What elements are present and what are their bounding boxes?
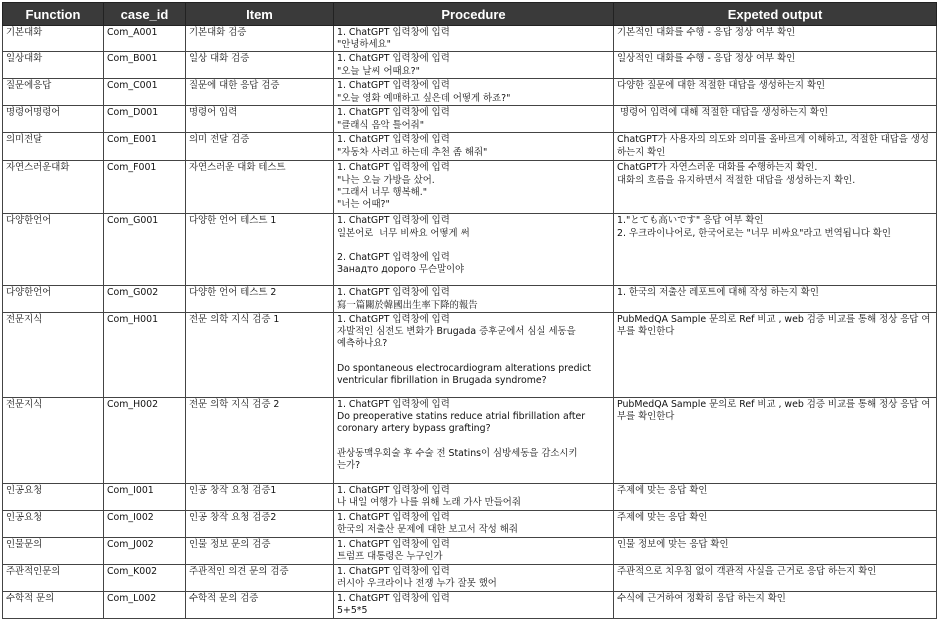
item-cell: 인공 창작 요청 검증2 [186, 510, 334, 537]
function-cell: 전문지식 [3, 397, 104, 483]
expected-output-cell [614, 106, 937, 133]
expected-line: 일상적인 대화를 수행 - 응답 정상 여부 확인 [617, 53, 796, 65]
procedure-cell [334, 564, 614, 591]
expected-output-cell [614, 133, 937, 161]
item-cell: 자연스러운 대화 테스트 [186, 161, 334, 214]
expected-line: PubMedQA Sample 문의로 Ref 비교 , web 검증 비교를 통해 정상 응답 여부를 확인한다 [617, 398, 931, 423]
item-cell: 인공 창작 요청 검증1 [186, 483, 334, 510]
function-cell: 수학적 문의 [3, 591, 104, 618]
expected-line: 2. 우크라이나어로, 한국어로는 "너무 비싸요"라고 번역됩니다 확인 [617, 227, 891, 239]
function-cell: 일상대화 [3, 52, 104, 79]
table-row [3, 214, 937, 286]
item-cell: 질문에 대한 응답 검증 [186, 79, 334, 106]
procedure-line: "오늘 날씨 어때요?" [337, 65, 420, 77]
header-item: Item [186, 3, 334, 26]
table-row [3, 52, 937, 79]
procedure-line: Do preoperative statins reduce atrial fibrillation after [337, 411, 586, 423]
procedure-cell [334, 312, 614, 397]
procedure-cell [334, 510, 614, 537]
expected-output-cell [614, 564, 937, 591]
expected-line: 기본적인 대화를 수행 - 응답 정상 여부 확인 [617, 27, 796, 38]
table-row [3, 133, 937, 161]
procedure-line: 자발적인 심전도 변화가 Brugada 증후군에서 심실 세동을 [337, 326, 576, 338]
expected-output-cell [614, 26, 937, 52]
case-id-cell: Com_E001 [104, 133, 186, 161]
table-header [3, 3, 937, 26]
header-case-id: case_id [104, 3, 186, 26]
item-cell: 다양한 언어 테스트 1 [186, 214, 334, 286]
procedure-line: 1. ChatGPT 입력창에 입력 [337, 107, 450, 119]
procedure-line: 1. ChatGPT 입력창에 입력 [337, 287, 450, 299]
expected-output-cell [614, 312, 937, 397]
item-cell: 전문 의학 지식 검증 2 [186, 397, 334, 483]
case-id-cell: Com_B001 [104, 52, 186, 79]
case-id-cell: Com_I001 [104, 483, 186, 510]
expected-line: 수식에 근거하여 정확히 응답 하는지 확인 [617, 592, 786, 604]
expected-output-cell [614, 537, 937, 564]
procedure-line: 2. ChatGPT 입력창에 입력 [337, 252, 450, 263]
procedure-line: "자동차 사려고 하는데 추천 좀 해줘" [337, 146, 488, 158]
header-expected-output: Expeted output [614, 3, 937, 26]
expected-line: 1."とても高いです" 응답 여부 확인 [617, 215, 764, 227]
procedure-line: 寫一篇關於韓國出生率下降的報告 [337, 299, 478, 311]
table-body [3, 26, 937, 619]
expected-line: PubMedQA Sample 문의로 Ref 비교 , web 검증 비교를 통해 정상 응답 여부를 확인한다 [617, 313, 931, 338]
item-cell: 인물 정보 문의 검증 [186, 537, 334, 564]
header-row [3, 3, 937, 26]
table-row [3, 26, 937, 52]
procedure-line: 예측하나요? [337, 338, 388, 350]
function-cell: 의미전달 [3, 133, 104, 161]
procedure-line: 한국의 저출산 문제에 대한 보고서 작성 해줘 [337, 524, 518, 536]
procedure-line: 일본어로 너무 비싸요 어떻게 써 [337, 227, 470, 239]
procedure-line: 5+5*5 [337, 605, 368, 617]
procedure-cell [334, 591, 614, 618]
table-row [3, 79, 937, 106]
procedure-line: 1. ChatGPT 입력창에 입력 [337, 134, 450, 146]
procedure-line: 1. ChatGPT 입력창에 입력 [337, 484, 450, 496]
table-row [3, 483, 937, 510]
expected-line: 주관적으로 치우침 없이 객관적 사실을 근거로 응답 하는지 확인 [617, 565, 877, 577]
procedure-line: 나 내일 여행가 나를 위해 노래 가사 만들어줘 [337, 497, 521, 509]
procedure-line: "나는 오늘 가방을 샀어. [337, 174, 435, 186]
expected-line: 명령어 입력에 대해 적절한 대답을 생성하는지 확인 [617, 107, 829, 119]
test-case-table [2, 2, 937, 619]
expected-output-cell [614, 286, 937, 312]
function-cell: 질문에응답 [3, 79, 104, 106]
item-cell: 일상 대화 검증 [186, 52, 334, 79]
function-cell: 다양한언어 [3, 286, 104, 312]
function-cell: 명령어명령어 [3, 106, 104, 133]
procedure-line: 1. ChatGPT 입력창에 입력 [337, 511, 450, 523]
case-id-cell: Com_H002 [104, 397, 186, 483]
procedure-line: "클래식 음악 틀어줘" [337, 119, 425, 131]
case-id-cell: Com_G001 [104, 214, 186, 286]
table-row [3, 106, 937, 133]
expected-output-cell [614, 397, 937, 483]
expected-output-cell [614, 214, 937, 286]
header-function: Function [3, 3, 104, 26]
procedure-line: ventricular fibrillation in Brugada syndrome? [337, 374, 547, 386]
expected-line: 다양한 질문에 대한 적절한 대답을 생성하는지 확인 [617, 80, 826, 92]
procedure-line [337, 435, 610, 447]
case-id-cell: Com_F001 [104, 161, 186, 214]
procedure-line [337, 350, 610, 362]
procedure-line: 트럼프 대통령은 누구인가 [337, 551, 443, 563]
procedure-cell [334, 133, 614, 161]
procedure-line: "오늘 영화 예매하고 싶은데 어떻게 하죠?" [337, 92, 511, 104]
function-cell: 인공요청 [3, 510, 104, 537]
procedure-line: 1. ChatGPT 입력창에 입력 [337, 538, 450, 550]
table-row [3, 564, 937, 591]
table-row [3, 161, 937, 214]
procedure-cell [334, 79, 614, 106]
procedure-cell [334, 537, 614, 564]
case-id-cell: Com_D001 [104, 106, 186, 133]
case-id-cell: Com_J002 [104, 537, 186, 564]
function-cell: 주관적인문의 [3, 564, 104, 591]
expected-output-cell [614, 161, 937, 214]
case-id-cell: Com_H001 [104, 312, 186, 397]
procedure-cell [334, 161, 614, 214]
expected-output-cell [614, 591, 937, 618]
expected-output-cell [614, 79, 937, 106]
function-cell: 기본대화 [3, 26, 104, 52]
item-cell: 명령어 입력 [186, 106, 334, 133]
procedure-line: 1. ChatGPT 입력창에 입력 [337, 215, 450, 227]
procedure-line: "안녕하세요" [337, 39, 391, 51]
function-cell: 자연스러운대화 [3, 161, 104, 214]
case-id-cell: Com_C001 [104, 79, 186, 106]
procedure-line: 1. ChatGPT 입력창에 입력 [337, 80, 450, 92]
procedure-cell [334, 52, 614, 79]
case-id-cell: Com_I002 [104, 510, 186, 537]
item-cell: 의미 전달 검증 [186, 133, 334, 161]
table-row [3, 286, 937, 312]
header-procedure: Procedure [334, 3, 614, 26]
procedure-line: Do spontaneous electrocardiogram alterations predict [337, 362, 591, 374]
case-id-cell: Com_A001 [104, 26, 186, 52]
expected-line: ChatGPT가 사용자의 의도와 의미를 올바르게 이해하고, 적절한 대답을 생성하는지 확인 [617, 134, 929, 158]
procedure-line [337, 240, 610, 252]
procedure-line: 1. ChatGPT 입력창에 입력 [337, 565, 450, 577]
function-cell: 인물문의 [3, 537, 104, 564]
test-case-table-container [2, 2, 936, 619]
procedure-line: 는가? [337, 459, 361, 471]
item-cell: 기본대화 검증 [186, 26, 334, 52]
procedure-line: 1. ChatGPT 입력창에 입력 [337, 313, 450, 325]
procedure-cell [334, 483, 614, 510]
item-cell: 전문 의학 지식 검증 1 [186, 312, 334, 397]
expected-line: 대화의 흐름을 유지하면서 적절한 대답을 생성하는지 확인. [617, 174, 856, 186]
item-cell: 다양한 언어 테스트 2 [186, 286, 334, 312]
procedure-line: Занадто дорого 무슨말이야 [337, 264, 465, 276]
procedure-line: "너는 어때?" [337, 199, 390, 211]
table-row [3, 397, 937, 483]
procedure-line: "그래서 너무 행복해." [337, 186, 428, 198]
expected-line: 주제에 맞는 응답 확인 [617, 511, 708, 523]
expected-output-cell [614, 52, 937, 79]
procedure-cell [334, 214, 614, 286]
table-row [3, 312, 937, 397]
expected-line: 1. 한국의 저출산 레포트에 대해 작성 하는지 확인 [617, 287, 819, 299]
expected-line: 인물 정보에 맞는 응답 확인 [617, 538, 729, 550]
procedure-cell [334, 397, 614, 483]
expected-line: 주제에 맞는 응답 확인 [617, 484, 708, 496]
item-cell: 주관적인 의견 문의 검증 [186, 564, 334, 591]
expected-line: ChatGPT가 자연스러운 대화를 수행하는지 확인. [617, 162, 818, 174]
procedure-line: 1. ChatGPT 입력창에 입력 [337, 53, 450, 65]
procedure-line: 1. ChatGPT 입력창에 입력 [337, 592, 450, 604]
case-id-cell: Com_L002 [104, 591, 186, 618]
function-cell: 인공요청 [3, 483, 104, 510]
procedure-line: 관상동맥우회술 후 수술 전 Statins이 심방세동을 감소시키 [337, 447, 578, 459]
table-row [3, 510, 937, 537]
procedure-line: 1. ChatGPT 입력창에 입력 [337, 398, 450, 410]
table-row [3, 591, 937, 618]
function-cell: 다양한언어 [3, 214, 104, 286]
case-id-cell: Com_G002 [104, 286, 186, 312]
expected-output-cell [614, 483, 937, 510]
procedure-cell [334, 286, 614, 312]
procedure-line: 1. ChatGPT 입력창에 입력 [337, 27, 450, 38]
item-cell: 수학적 문의 검증 [186, 591, 334, 618]
procedure-cell [334, 26, 614, 52]
procedure-line: 러시아 우크라이나 전쟁 누가 잘못 했어 [337, 578, 497, 590]
procedure-cell [334, 106, 614, 133]
function-cell: 전문지식 [3, 312, 104, 397]
table-row [3, 537, 937, 564]
case-id-cell: Com_K002 [104, 564, 186, 591]
expected-output-cell [614, 510, 937, 537]
procedure-line: 1. ChatGPT 입력창에 입력 [337, 162, 450, 174]
procedure-line: coronary artery bypass grafting? [337, 423, 491, 435]
